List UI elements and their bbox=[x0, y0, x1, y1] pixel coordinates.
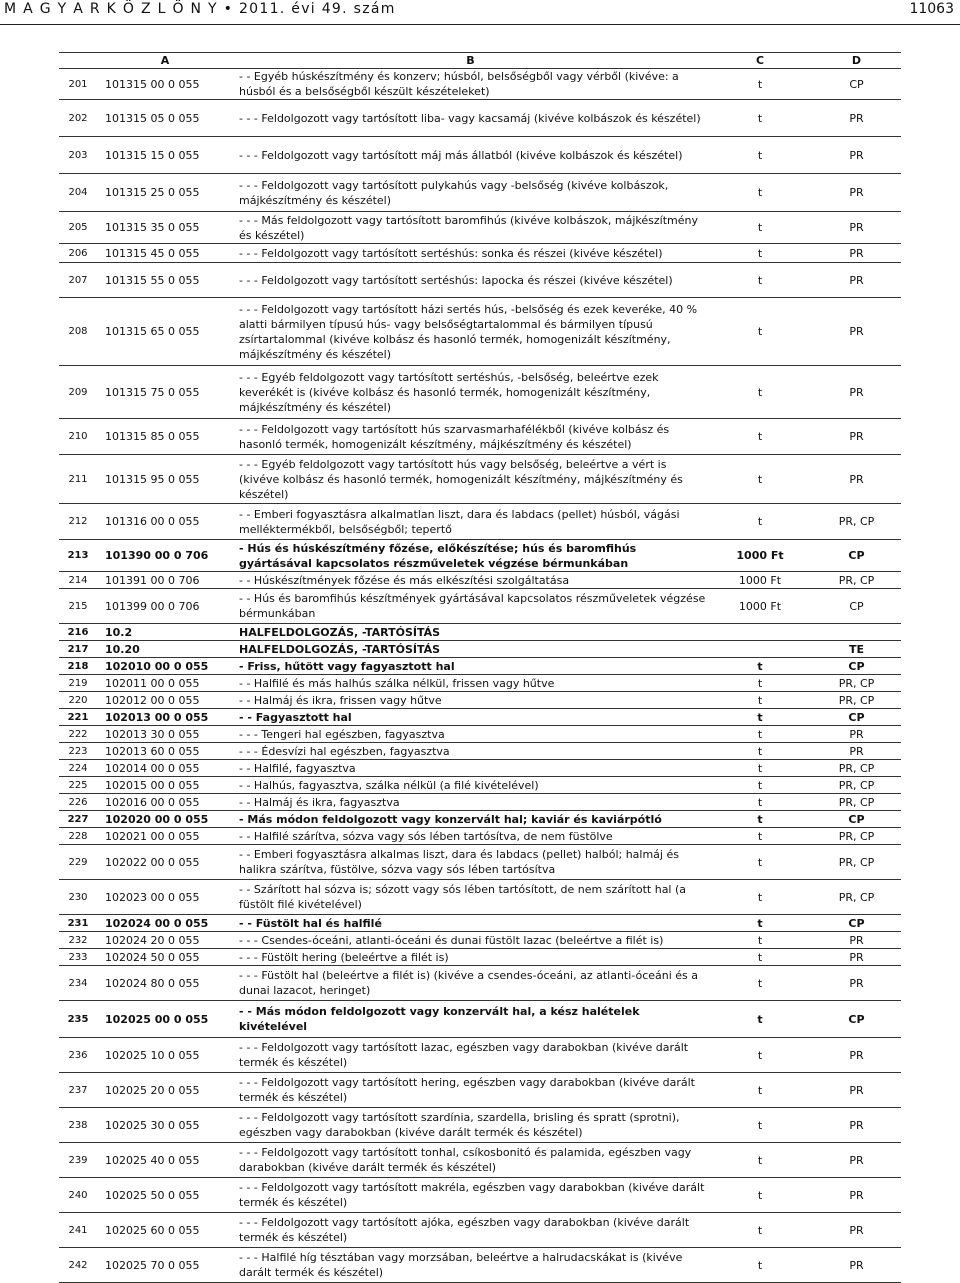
product-description: - - - Feldolgozott vagy tartósított sertéshús: sonka és részei (kivéve készétel) bbox=[233, 244, 708, 263]
data-type: PR bbox=[812, 137, 901, 174]
row-number: 239 bbox=[59, 1143, 97, 1178]
unit-of-measure: 1000 Ft bbox=[708, 540, 812, 572]
data-type: PR bbox=[812, 1248, 901, 1283]
product-code: 102020 00 0 055 bbox=[97, 811, 233, 828]
unit-of-measure: t bbox=[708, 174, 812, 212]
table-row bbox=[59, 1143, 901, 1178]
product-code: 102022 00 0 055 bbox=[97, 845, 233, 880]
row-number: 212 bbox=[59, 504, 97, 540]
data-type: PR, CP bbox=[812, 692, 901, 709]
product-code: 102025 60 0 055 bbox=[97, 1213, 233, 1248]
product-description: - - - Feldolgozott vagy tartósított tonhal, csíkosbonitó és palamida, egészben vagy darabokban (kivéve darált termék és készétel) bbox=[233, 1143, 708, 1178]
row-number: 208 bbox=[59, 298, 97, 366]
data-type: PR, CP bbox=[812, 504, 901, 540]
table-row bbox=[59, 1073, 901, 1108]
data-type: PR, CP bbox=[812, 777, 901, 794]
product-code: 101315 15 0 055 bbox=[97, 137, 233, 174]
product-description: - - - Feldolgozott vagy tartósított hering, egészben vagy darabokban (kivéve darált termék és készétel) bbox=[233, 1073, 708, 1108]
data-type: PR bbox=[812, 1038, 901, 1073]
page-header bbox=[0, 0, 960, 25]
data-type: PR bbox=[812, 212, 901, 244]
table-row bbox=[59, 174, 901, 212]
product-code: 102013 60 0 055 bbox=[97, 743, 233, 760]
product-description: - - Egyéb húskészítmény és konzerv; húsból, belsőségből vagy vérből (kivéve: a húsból és a belsőségből készült készételeket) bbox=[233, 69, 708, 100]
unit-of-measure: t bbox=[708, 1108, 812, 1143]
product-description: - - Szárított hal sózva is; sózott vagy sós lében tartósított, de nem szárított hal (a füstölt filé kivételével) bbox=[233, 880, 708, 915]
table-row bbox=[59, 298, 901, 366]
data-type: PR bbox=[812, 1143, 901, 1178]
product-code: 101315 05 0 055 bbox=[97, 100, 233, 137]
data-type: CP bbox=[812, 1001, 901, 1038]
unit-of-measure: 1000 Ft bbox=[708, 589, 812, 624]
data-type: PR bbox=[812, 263, 901, 298]
row-number: 241 bbox=[59, 1213, 97, 1248]
data-type: CP bbox=[812, 540, 901, 572]
data-type: PR bbox=[812, 743, 901, 760]
table-row bbox=[59, 880, 901, 915]
product-description: - - Hús és baromfihús készítmények gyártásával kapcsolatos részműveletek végzése bérmunkában bbox=[233, 589, 708, 624]
product-description: - - - Füstölt hal (beleértve a filét is) (kivéve a csendes-óceáni, az atlanti-óceáni és a dunai lazacot, heringet) bbox=[233, 966, 708, 1001]
row-number: 207 bbox=[59, 263, 97, 298]
data-type: PR bbox=[812, 244, 901, 263]
row-number: 228 bbox=[59, 828, 97, 845]
row-number: 232 bbox=[59, 932, 97, 949]
column-header-b: B bbox=[233, 53, 708, 69]
product-code-table bbox=[59, 52, 901, 1283]
unit-of-measure: t bbox=[708, 1178, 812, 1213]
product-code: 102025 30 0 055 bbox=[97, 1108, 233, 1143]
product-description: - - - Tengeri hal egészben, fagyasztva bbox=[233, 726, 708, 743]
product-code: 101315 75 0 055 bbox=[97, 366, 233, 419]
product-description: - - Halmáj és ikra, frissen vagy hűtve bbox=[233, 692, 708, 709]
product-description: - - - Feldolgozott vagy tartósított pulykahús vagy -belsőség (kivéve kolbászok, májkészítmény és készétel) bbox=[233, 174, 708, 212]
row-number: 215 bbox=[59, 589, 97, 624]
row-number: 230 bbox=[59, 880, 97, 915]
data-type: PR, CP bbox=[812, 794, 901, 811]
product-code: 102014 00 0 055 bbox=[97, 760, 233, 777]
data-type: CP bbox=[812, 658, 901, 675]
product-code: 102011 00 0 055 bbox=[97, 675, 233, 692]
unit-of-measure: t bbox=[708, 743, 812, 760]
product-code: 102025 00 0 055 bbox=[97, 1001, 233, 1038]
row-number: 235 bbox=[59, 1001, 97, 1038]
data-type: PR bbox=[812, 932, 901, 949]
unit-of-measure: t bbox=[708, 212, 812, 244]
table-row bbox=[59, 777, 901, 794]
data-type: TE bbox=[812, 641, 901, 658]
table-row bbox=[59, 69, 901, 100]
row-number: 213 bbox=[59, 540, 97, 572]
table-row bbox=[59, 419, 901, 455]
unit-of-measure: t bbox=[708, 1248, 812, 1283]
unit-of-measure: t bbox=[708, 777, 812, 794]
row-number: 217 bbox=[59, 641, 97, 658]
product-code: 101391 00 0 706 bbox=[97, 572, 233, 589]
row-number-header bbox=[59, 53, 97, 69]
table-row bbox=[59, 1213, 901, 1248]
data-type: PR bbox=[812, 949, 901, 966]
unit-of-measure: t bbox=[708, 1038, 812, 1073]
table-row bbox=[59, 137, 901, 174]
product-description: - - - Feldolgozott vagy tartósított makréla, egészben vagy darabokban (kivéve darált termék és készétel) bbox=[233, 1178, 708, 1213]
unit-of-measure: t bbox=[708, 915, 812, 932]
data-type: PR bbox=[812, 726, 901, 743]
unit-of-measure: t bbox=[708, 366, 812, 419]
row-number: 231 bbox=[59, 915, 97, 932]
product-description: - - Emberi fogyasztásra alkalmatlan liszt, dara és labdacs (pellet) húsból, vágási melléktermékből, belsőségből; tepertő bbox=[233, 504, 708, 540]
product-description: - - Húskészítmények főzése és más elkészítési szolgáltatása bbox=[233, 572, 708, 589]
column-header-c: C bbox=[708, 53, 812, 69]
product-description: - Friss, hűtött vagy fagyasztott hal bbox=[233, 658, 708, 675]
unit-of-measure: t bbox=[708, 419, 812, 455]
product-description: - - Halhús, fagyasztva, szálka nélkül (a filé kivételével) bbox=[233, 777, 708, 794]
data-type: PR bbox=[812, 100, 901, 137]
product-description: - - - Feldolgozott vagy tartósított sertéshús: lapocka és részei (kivéve készétel) bbox=[233, 263, 708, 298]
product-code: 102016 00 0 055 bbox=[97, 794, 233, 811]
product-description: - - - Feldolgozott vagy tartósított lazac, egészben vagy darabokban (kivéve darált termék és készétel) bbox=[233, 1038, 708, 1073]
product-code: 101315 95 0 055 bbox=[97, 455, 233, 504]
product-code: 10.20 bbox=[97, 641, 233, 658]
product-code: 101399 00 0 706 bbox=[97, 589, 233, 624]
product-description: - - - Feldolgozott vagy tartósított szardínia, szardella, brisling és spratt (sprotni), egészben vagy darabokban (kivéve darált termék és készétel) bbox=[233, 1108, 708, 1143]
table-row bbox=[59, 455, 901, 504]
table-row bbox=[59, 743, 901, 760]
data-type: CP bbox=[812, 811, 901, 828]
row-number: 227 bbox=[59, 811, 97, 828]
unit-of-measure: t bbox=[708, 100, 812, 137]
unit-of-measure: t bbox=[708, 845, 812, 880]
data-type: PR, CP bbox=[812, 845, 901, 880]
row-number: 223 bbox=[59, 743, 97, 760]
data-type: PR bbox=[812, 1073, 901, 1108]
row-number: 209 bbox=[59, 366, 97, 419]
product-description: - - - Édesvízi hal egészben, fagyasztva bbox=[233, 743, 708, 760]
row-number: 211 bbox=[59, 455, 97, 504]
unit-of-measure: t bbox=[708, 504, 812, 540]
product-code: 102024 50 0 055 bbox=[97, 949, 233, 966]
column-header-a: A bbox=[97, 53, 233, 69]
product-code: 102013 00 0 055 bbox=[97, 709, 233, 726]
product-code: 102025 50 0 055 bbox=[97, 1178, 233, 1213]
row-number: 224 bbox=[59, 760, 97, 777]
row-number: 204 bbox=[59, 174, 97, 212]
table-row bbox=[59, 1248, 901, 1283]
product-code: 102024 20 0 055 bbox=[97, 932, 233, 949]
product-code: 102025 10 0 055 bbox=[97, 1038, 233, 1073]
unit-of-measure: t bbox=[708, 1143, 812, 1178]
row-number: 226 bbox=[59, 794, 97, 811]
product-code: 102021 00 0 055 bbox=[97, 828, 233, 845]
product-description: - - - Feldolgozott vagy tartósított hús szarvasmarhafélékből (kivéve kolbász és hasonló termék, homogenizált készítmény, májkészítmény és készétel) bbox=[233, 419, 708, 455]
row-number: 210 bbox=[59, 419, 97, 455]
row-number: 225 bbox=[59, 777, 97, 794]
table-row bbox=[59, 811, 901, 828]
table-row bbox=[59, 504, 901, 540]
product-description: - - - Halfilé híg tésztában vagy morzsában, beleértve a halrudacskákat is (kivéve darált termék és készétel) bbox=[233, 1248, 708, 1283]
unit-of-measure: t bbox=[708, 692, 812, 709]
product-code: 102025 20 0 055 bbox=[97, 1073, 233, 1108]
product-description: - - Füstölt hal és halfilé bbox=[233, 915, 708, 932]
product-description: - - Fagyasztott hal bbox=[233, 709, 708, 726]
table-header-row bbox=[59, 53, 901, 69]
row-number: 236 bbox=[59, 1038, 97, 1073]
table-body bbox=[59, 69, 901, 1283]
table-row bbox=[59, 244, 901, 263]
unit-of-measure: t bbox=[708, 709, 812, 726]
row-number: 203 bbox=[59, 137, 97, 174]
product-description: - - - Feldolgozott vagy tartósított liba- vagy kacsamáj (kivéve kolbászok és készétel) bbox=[233, 100, 708, 137]
table-row bbox=[59, 794, 901, 811]
page-number: 11063 bbox=[909, 1, 954, 17]
row-number: 229 bbox=[59, 845, 97, 880]
row-number: 219 bbox=[59, 675, 97, 692]
row-number: 220 bbox=[59, 692, 97, 709]
data-type: PR bbox=[812, 366, 901, 419]
product-code: 101315 65 0 055 bbox=[97, 298, 233, 366]
unit-of-measure: t bbox=[708, 966, 812, 1001]
unit-of-measure: t bbox=[708, 828, 812, 845]
data-type: CP bbox=[812, 709, 901, 726]
row-number: 221 bbox=[59, 709, 97, 726]
product-code: 10.2 bbox=[97, 624, 233, 641]
product-description: - - Halfilé szárítva, sózva vagy sós lében tartósítva, de nem füstölve bbox=[233, 828, 708, 845]
unit-of-measure: t bbox=[708, 675, 812, 692]
unit-of-measure bbox=[708, 624, 812, 641]
product-code: 101316 00 0 055 bbox=[97, 504, 233, 540]
data-type: PR, CP bbox=[812, 760, 901, 777]
product-code: 101315 45 0 055 bbox=[97, 244, 233, 263]
data-type: PR bbox=[812, 1108, 901, 1143]
unit-of-measure: t bbox=[708, 760, 812, 777]
product-description: - Más módon feldolgozott vagy konzervált hal; kaviár és kaviárpótló bbox=[233, 811, 708, 828]
row-number: 233 bbox=[59, 949, 97, 966]
unit-of-measure: t bbox=[708, 298, 812, 366]
product-description: - - - Feldolgozott vagy tartósított házi sertés hús, -belsőség és ezek keveréke, 40 % alatti bármilyen típusú hús- vagy belsőségtartalommal és bármilyen típusú zsírtartalommal (kivéve kolbász és hasonló termék, homogenizált készítmény, májkészítmény és készétel) bbox=[233, 298, 708, 366]
product-code: 101390 00 0 706 bbox=[97, 540, 233, 572]
product-description: HALFELDOLGOZÁS, -TARTÓSÍTÁS bbox=[233, 641, 708, 658]
table-row bbox=[59, 572, 901, 589]
data-type: CP bbox=[812, 915, 901, 932]
unit-of-measure: t bbox=[708, 455, 812, 504]
data-type: PR bbox=[812, 455, 901, 504]
product-code: 102024 00 0 055 bbox=[97, 915, 233, 932]
table-row bbox=[59, 540, 901, 572]
data-type: PR bbox=[812, 966, 901, 1001]
row-number: 222 bbox=[59, 726, 97, 743]
product-description: - - Halfilé, fagyasztva bbox=[233, 760, 708, 777]
journal-title: M A G Y A R K Ö Z L Ö N Y • 2011. évi 49. szám bbox=[4, 1, 396, 17]
data-type: PR, CP bbox=[812, 675, 901, 692]
product-description: - - - Feldolgozott vagy tartósított máj más állatból (kivéve kolbászok és készétel) bbox=[233, 137, 708, 174]
unit-of-measure: t bbox=[708, 1001, 812, 1038]
table-row bbox=[59, 1178, 901, 1213]
product-code: 102013 30 0 055 bbox=[97, 726, 233, 743]
table-row bbox=[59, 1108, 901, 1143]
row-number: 201 bbox=[59, 69, 97, 100]
table-row bbox=[59, 100, 901, 137]
product-description: - - Halfilé és más halhús szálka nélkül, frissen vagy hűtve bbox=[233, 675, 708, 692]
row-number: 214 bbox=[59, 572, 97, 589]
unit-of-measure: t bbox=[708, 1073, 812, 1108]
table-row bbox=[59, 949, 901, 966]
unit-of-measure: t bbox=[708, 137, 812, 174]
unit-of-measure: t bbox=[708, 726, 812, 743]
data-type: PR bbox=[812, 174, 901, 212]
product-description: - - - Csendes-óceáni, atlanti-óceáni és dunai füstölt lazac (beleértve a filét is) bbox=[233, 932, 708, 949]
product-description: - - - Más feldolgozott vagy tartósított baromfihús (kivéve kolbászok, májkészítmény és készétel) bbox=[233, 212, 708, 244]
product-code: 101315 55 0 055 bbox=[97, 263, 233, 298]
unit-of-measure bbox=[708, 641, 812, 658]
table-row bbox=[59, 366, 901, 419]
data-type: PR bbox=[812, 1178, 901, 1213]
data-type: CP bbox=[812, 69, 901, 100]
table-row bbox=[59, 658, 901, 675]
data-type: PR bbox=[812, 298, 901, 366]
table-row bbox=[59, 263, 901, 298]
table-row bbox=[59, 915, 901, 932]
data-type: PR, CP bbox=[812, 880, 901, 915]
data-type: PR bbox=[812, 1213, 901, 1248]
table-row bbox=[59, 845, 901, 880]
product-code: 102024 80 0 055 bbox=[97, 966, 233, 1001]
row-number: 206 bbox=[59, 244, 97, 263]
product-description: - - - Feldolgozott vagy tartósított ajóka, egészben vagy darabokban (kivéve darált termék és készétel) bbox=[233, 1213, 708, 1248]
unit-of-measure: t bbox=[708, 263, 812, 298]
unit-of-measure: 1000 Ft bbox=[708, 572, 812, 589]
unit-of-measure: t bbox=[708, 932, 812, 949]
table-row bbox=[59, 966, 901, 1001]
table-row bbox=[59, 641, 901, 658]
product-description: - - - Egyéb feldolgozott vagy tartósított sertéshús, -belsőség, beleértve ezek keverékét is (kivéve kolbász és hasonló termék, homogenizált készítmény, májkészítmény és készétel) bbox=[233, 366, 708, 419]
unit-of-measure: t bbox=[708, 1213, 812, 1248]
row-number: 240 bbox=[59, 1178, 97, 1213]
unit-of-measure: t bbox=[708, 880, 812, 915]
table-row bbox=[59, 828, 901, 845]
table-row bbox=[59, 212, 901, 244]
table-row bbox=[59, 726, 901, 743]
product-code: 102015 00 0 055 bbox=[97, 777, 233, 794]
product-description: HALFELDOLGOZÁS, -TARTÓSÍTÁS bbox=[233, 624, 708, 641]
table-row bbox=[59, 692, 901, 709]
product-code: 102023 00 0 055 bbox=[97, 880, 233, 915]
row-number: 242 bbox=[59, 1248, 97, 1283]
unit-of-measure: t bbox=[708, 658, 812, 675]
product-code: 102012 00 0 055 bbox=[97, 692, 233, 709]
row-number: 202 bbox=[59, 100, 97, 137]
product-code: 101315 25 0 055 bbox=[97, 174, 233, 212]
data-type: CP bbox=[812, 589, 901, 624]
row-number: 237 bbox=[59, 1073, 97, 1108]
data-type: PR, CP bbox=[812, 572, 901, 589]
product-description: - Hús és húskészítmény főzése, előkészítése; hús és baromfihús gyártásával kapcsolatos részműveletek végzése bérmunkában bbox=[233, 540, 708, 572]
row-number: 218 bbox=[59, 658, 97, 675]
table-row bbox=[59, 760, 901, 777]
product-description: - - Emberi fogyasztásra alkalmas liszt, dara és labdacs (pellet) halból; halmáj és halikra szárítva, füstölve, sózva vagy sós lében tartósítva bbox=[233, 845, 708, 880]
unit-of-measure: t bbox=[708, 69, 812, 100]
table-row bbox=[59, 589, 901, 624]
data-type: PR, CP bbox=[812, 828, 901, 845]
product-description: - - - Egyéb feldolgozott vagy tartósított hús vagy belsőség, beleértve a vért is (kivéve kolbász és hasonló termék, homogenizált készítmény, májkészítmény és készétel) bbox=[233, 455, 708, 504]
unit-of-measure: t bbox=[708, 811, 812, 828]
table-row bbox=[59, 709, 901, 726]
table-row bbox=[59, 1038, 901, 1073]
product-description: - - - Füstölt hering (beleértve a filét is) bbox=[233, 949, 708, 966]
data-type bbox=[812, 624, 901, 641]
data-type: PR bbox=[812, 419, 901, 455]
product-code: 102025 40 0 055 bbox=[97, 1143, 233, 1178]
product-code: 101315 85 0 055 bbox=[97, 419, 233, 455]
table-row bbox=[59, 675, 901, 692]
row-number: 205 bbox=[59, 212, 97, 244]
row-number: 238 bbox=[59, 1108, 97, 1143]
column-header-d: D bbox=[812, 53, 901, 69]
row-number: 234 bbox=[59, 966, 97, 1001]
product-code: 101315 35 0 055 bbox=[97, 212, 233, 244]
unit-of-measure: t bbox=[708, 949, 812, 966]
product-description: - - Más módon feldolgozott vagy konzervált hal, a kész halételek kivételével bbox=[233, 1001, 708, 1038]
table-row bbox=[59, 1001, 901, 1038]
table-row bbox=[59, 624, 901, 641]
product-code: 102010 00 0 055 bbox=[97, 658, 233, 675]
product-code: 102025 70 0 055 bbox=[97, 1248, 233, 1283]
product-description: - - Halmáj és ikra, fagyasztva bbox=[233, 794, 708, 811]
row-number: 216 bbox=[59, 624, 97, 641]
unit-of-measure: t bbox=[708, 244, 812, 263]
unit-of-measure: t bbox=[708, 794, 812, 811]
product-code: 101315 00 0 055 bbox=[97, 69, 233, 100]
table-row bbox=[59, 932, 901, 949]
